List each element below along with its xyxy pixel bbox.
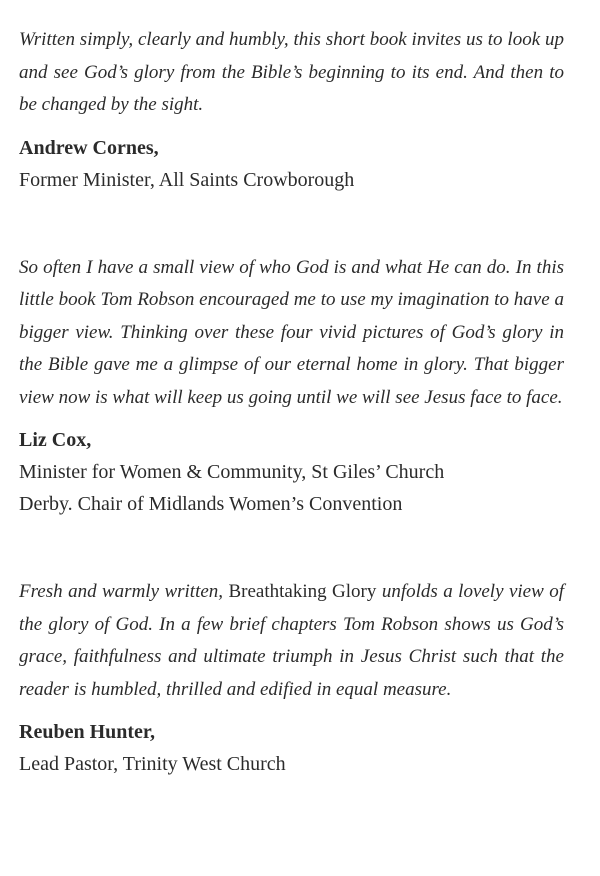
book-title: Breathtaking Glory (228, 581, 377, 602)
endorsements-page (19, 24, 564, 780)
endorsement-reuben-hunter (19, 576, 564, 780)
endorsement-role: Lead Pastor, Trinity West Church (19, 753, 286, 775)
endorsement-liz-cox (19, 252, 564, 521)
endorsement-role: Former Minister, All Saints Crowborough (19, 168, 355, 191)
section-spacer (19, 520, 564, 576)
endorsement-quote: Written simply, clearly and humbly, this short book invites us to look up and see God’s glory from the Bible’s beginning to its end. And then to be changed by the sight. (19, 29, 564, 115)
endorsement-andrew-cornes (19, 24, 564, 196)
quote-text-after: unfolds a lovely view of the glory of God. In a few brief chapters Tom Robson shows us God’s grace, faithfulness and ultimate triumph in Jesus Christ such that the reader is humbled, thrilled and edified in equal measure. (19, 581, 564, 700)
endorsement-author: Reuben Hunter, (19, 721, 155, 743)
endorsement-role: Derby. Chair of Midlands Women’s Convention (19, 493, 403, 515)
endorsement-role: Minister for Women & Community, St Giles’ Church (19, 461, 445, 483)
quote-text-before: Fresh and warmly written, (19, 581, 229, 602)
section-spacer (19, 196, 564, 252)
endorsement-author: Liz Cox, (19, 429, 92, 451)
endorsement-quote: So often I have a small view of who God is and what He can do. In this little book Tom Robson encouraged me to use my imagination to have a bigger view. Thinking over these four vivid pictures of God’s glory in the Bible gave me a glimpse of our eternal home in glory. That bigger view now is what will keep us going until we will see Jesus face to face. (19, 256, 564, 408)
endorsement-quote (19, 576, 564, 706)
endorsement-author: Andrew Cornes, (19, 136, 159, 159)
